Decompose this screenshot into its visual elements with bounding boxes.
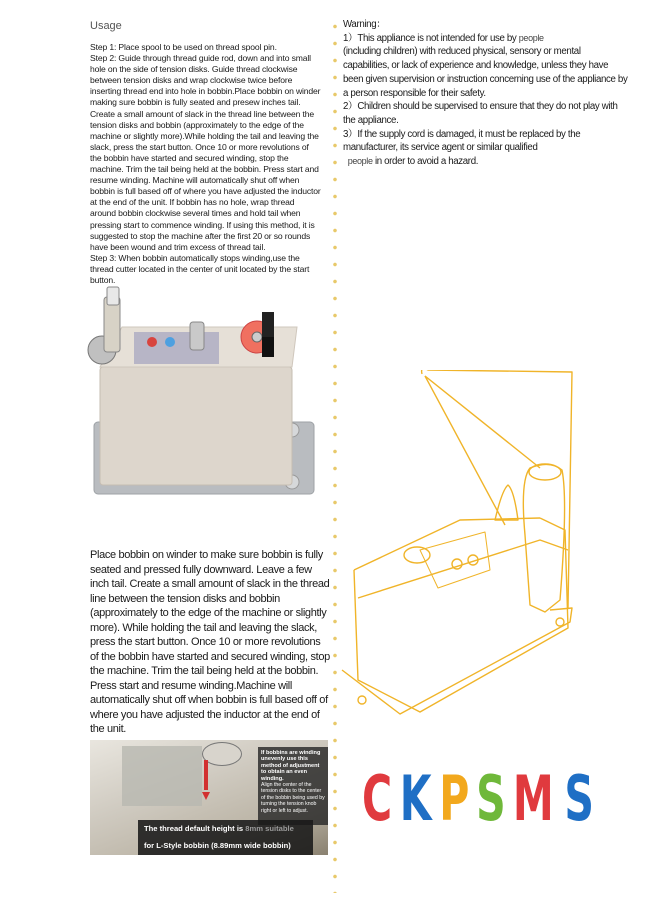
warning-item-1-rest: (including children) with reduced physical, sensory or mental capabilities, or lack of experience and knowledge, unless they have been given supervision or instruction concerning use of the appliance by a person responsible for their safety. (343, 46, 628, 99)
bobbin-instructions: Place bobbin on winder to make sure bobbin is fully seated and pressed fully downward. Leave a few inch tail. Create a small amount of slack in the thread line between the tension disks and bobbin (approximately to the edge of the machine or slightly more). While holding the tail and leaving the slack, press the start button. Once 10 or more revolutions of the bobbin have started and secured winding, stop the machine. Trim the tail being held at the bobbin. Press start and resume winding.Machine will automatically shut off when bobbin is full based off of where you have adjusted the inductor at the end of the unit. (90, 549, 330, 735)
banner-text-line2: for L-Style bobbin (8.89mm wide bobbin) (144, 841, 291, 850)
warning-item-3-people: people (347, 156, 373, 167)
tip-heading: If bobbins are winding unevenly use this method of adjustment to obtain an even winding. (261, 750, 321, 782)
warning-heading: Warning： (343, 19, 386, 30)
warning-section (343, 18, 628, 169)
tension-knob-graphic (202, 742, 242, 766)
usage-step-1: Step 1: Place spool to be used on thread spool pin. (90, 42, 277, 52)
banner-text-a: The thread default height is (144, 824, 246, 833)
logo-letter-s2: S (564, 762, 592, 835)
thread-height-photo (90, 740, 328, 855)
banner-text-b: 8mm suitable (245, 824, 294, 833)
logo-letter-k: K (399, 762, 428, 835)
adjustment-tip-box (258, 747, 328, 825)
tip-detail: Align the center of the tension disks to the center of the bobbin being used by turning the tension knob right or left to adjust. (261, 782, 325, 814)
ruler-graphic (122, 746, 202, 806)
usage-heading: Usage (90, 20, 122, 32)
logo-letter-p: P (438, 762, 466, 835)
logo-letter-s: S (476, 762, 503, 835)
bobbin-winder-photo (82, 282, 327, 507)
warning-item-3-end: in order to avoid a hazard. (372, 156, 479, 168)
warning-item-1-prefix: 1）This appliance is not intended for use by (343, 32, 519, 44)
usage-step-2: Step 2: Guide through thread guide rod, down and into small hole on the side of tension disks. Guide thread clockwise between tension disks and wrap clockwise twice before inserting thread end into hole in bobbin.Place bobbin on winder making sure bobbin is fully seated and presew inches tail. Create a small amount of slack in the thread line between the tension disks and bobbin (approximately to the edge of the machine or slightly more).While holding the tail and leaving the slack, press the start button. Once 10 or more revolutions of the bobbin have started and secured winding, stop the machine. Trim the tail being held at the bobbin. Press start and resume winding. Machine will automatically shut off when bobbin is full based off of where you have adjusted the inductor at the end of the unit. If bobbin has no hole, wrap thread around bobbin clockwise several times and hold tail when pressing start to commence winding. If using this method, it is suggested to stop the machine after the first 20 or so rounds have been wound and trim excess of thread tail. (90, 53, 321, 252)
arrow-down-icon (202, 792, 210, 800)
dotted-divider (333, 18, 337, 893)
logo-letter-m: M (512, 762, 551, 835)
logo-letter-c: C (362, 762, 389, 835)
usage-step-3: Step 3: When bobbin automatically stops winding,use the thread cutter located in the center of unit located by the start button. (90, 252, 310, 285)
warning-item-2: 2）Children should be supervised to ensure that they do not play with the appliance. (343, 101, 618, 126)
winder-line-drawing (340, 370, 600, 720)
warning-item-3-text: 3）If the supply cord is damaged, it must be replaced by the manufacturer, its service agent or similar qualified (343, 128, 581, 154)
red-marker (204, 760, 208, 790)
ckpsms-logo (362, 762, 592, 835)
thread-height-banner (138, 820, 313, 855)
warning-item-1-people: people (518, 32, 544, 43)
warning-item-3 (343, 128, 628, 169)
warning-item-1 (343, 32, 628, 101)
usage-steps (90, 42, 322, 286)
